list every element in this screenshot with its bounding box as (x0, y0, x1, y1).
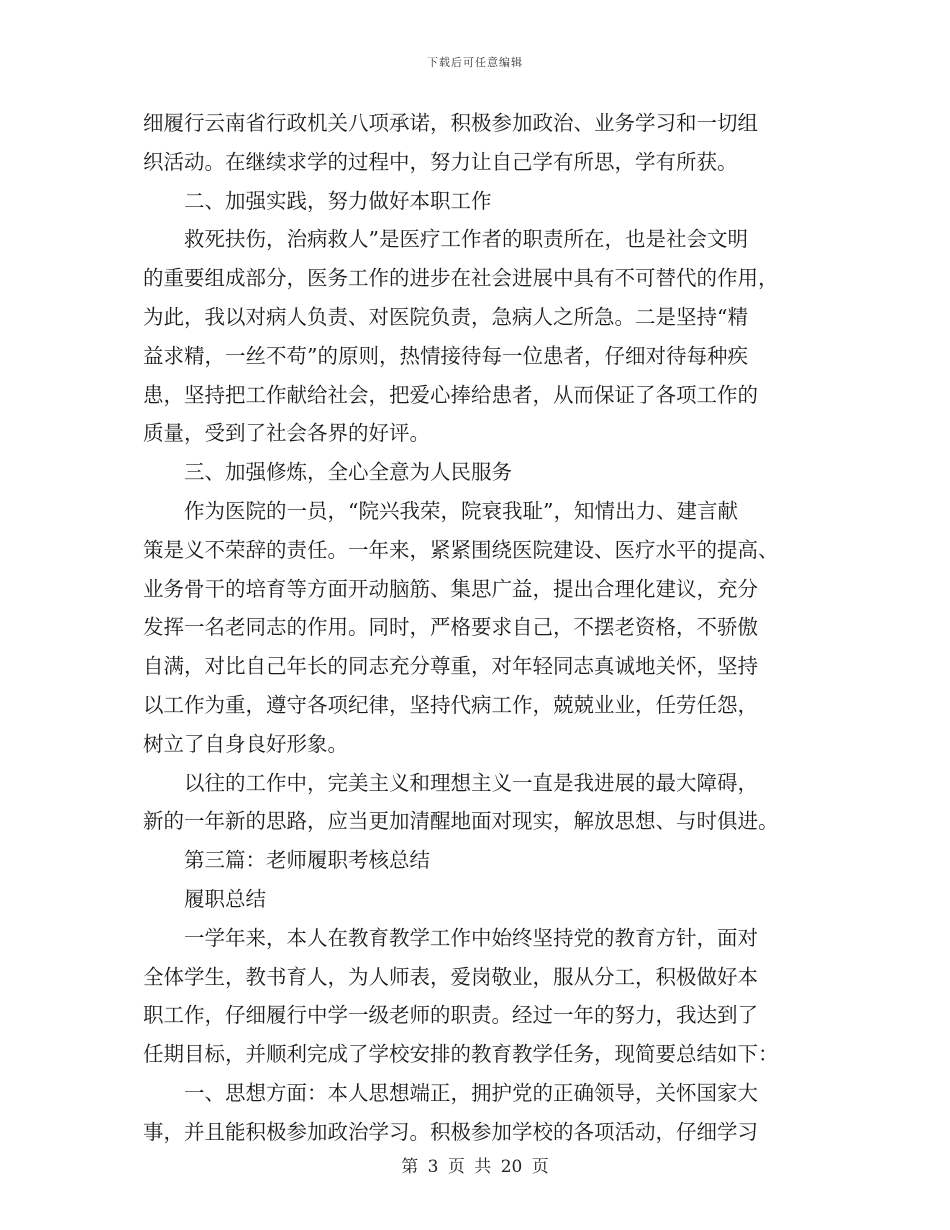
text-line: 救死扶伤，治病救人”是医疗工作者的职责所在，也是社会文明 (184, 227, 748, 252)
text-line: 的重要组成部分，医务工作的进步在社会进展中具有不可替代的作用， (143, 266, 779, 291)
text-line: 任期目标，并顺利完成了学校安排的教育教学任务，现简要总结如下： (143, 1042, 779, 1067)
text-line: 自满，对比自己年长的同志充分尊重，对年轻同志真诚地关怀，坚持 (143, 654, 758, 679)
text-line: 树立了自身良好形象。 (143, 731, 348, 756)
text-line: 新的一年新的思路，应当更加清醒地面对现实，解放思想、与时俱进。 (143, 809, 779, 834)
text-line: 织活动。在继续求学的过程中，努力让自己学有所思，学有所获。 (143, 149, 738, 174)
text-line: 二、加强实践，努力做好本职工作 (184, 188, 492, 213)
text-line: 益求精，一丝不苟”的原则，热情接待每一位患者，仔细对待每种疾 (143, 343, 748, 368)
text-line: 三、加强修炼，全心全意为人民服务 (184, 460, 512, 485)
text-line: 作为医院的一员，“院兴我荣，院衰我耻”，知情出力、建言献 (184, 498, 738, 523)
document-body (143, 104, 807, 1152)
text-line: 履职总结 (184, 886, 266, 911)
text-line: 为此，我以对病人负责、对医院负责，急病人之所急。二是坚持“精 (143, 304, 748, 329)
text-line: 以工作为重，遵守各项纪律，坚持代病工作，兢兢业业，任劳任怨， (143, 692, 758, 717)
text-line: 细履行云南省行政机关八项承诺，积极参加政治、业务学习和一切组 (143, 111, 758, 135)
text-line: 事，并且能积极参加政治学习。积极参加学校的各项活动，仔细学习 (143, 1119, 758, 1144)
text-line: 患，坚持把工作献给社会，把爱心捧给患者，从而保证了各项工作的 (143, 382, 758, 407)
text-line: 第三篇：老师履职考核总结 (184, 848, 430, 873)
text-line: 职工作，仔细履行中学一级老师的职责。经过一年的努力，我达到了 (143, 1003, 758, 1028)
page-number: 第 3 页 共 20 页 (401, 1157, 549, 1177)
text-line: 一学年来，本人在教育教学工作中始终坚持党的教育方针，面对 (184, 925, 758, 950)
text-line: 质量，受到了社会各界的好评。 (143, 421, 430, 446)
text-line: 一、思想方面：本人思想端正，拥护党的正确领导，关怀国家大 (184, 1080, 758, 1105)
text-line: 全体学生，教书育人，为人师表，爱岗敬业，服从分工，积极做好本 (143, 964, 758, 989)
page-header: 下载后可任意编辑 (427, 56, 523, 69)
text-line: 策是义不荣辞的责任。一年来，紧紧围绕医院建设、医疗水平的提高、 (143, 537, 779, 562)
text-line: 发挥一名老同志的作用。同时，严格要求自己，不摆老资格，不骄傲 (143, 615, 758, 640)
text-line: 以往的工作中，完美主义和理想主义一直是我进展的最大障碍， (184, 770, 758, 795)
text-line: 业务骨干的培育等方面开动脑筋、集思广益，提出合理化建议，充分 (143, 576, 758, 601)
